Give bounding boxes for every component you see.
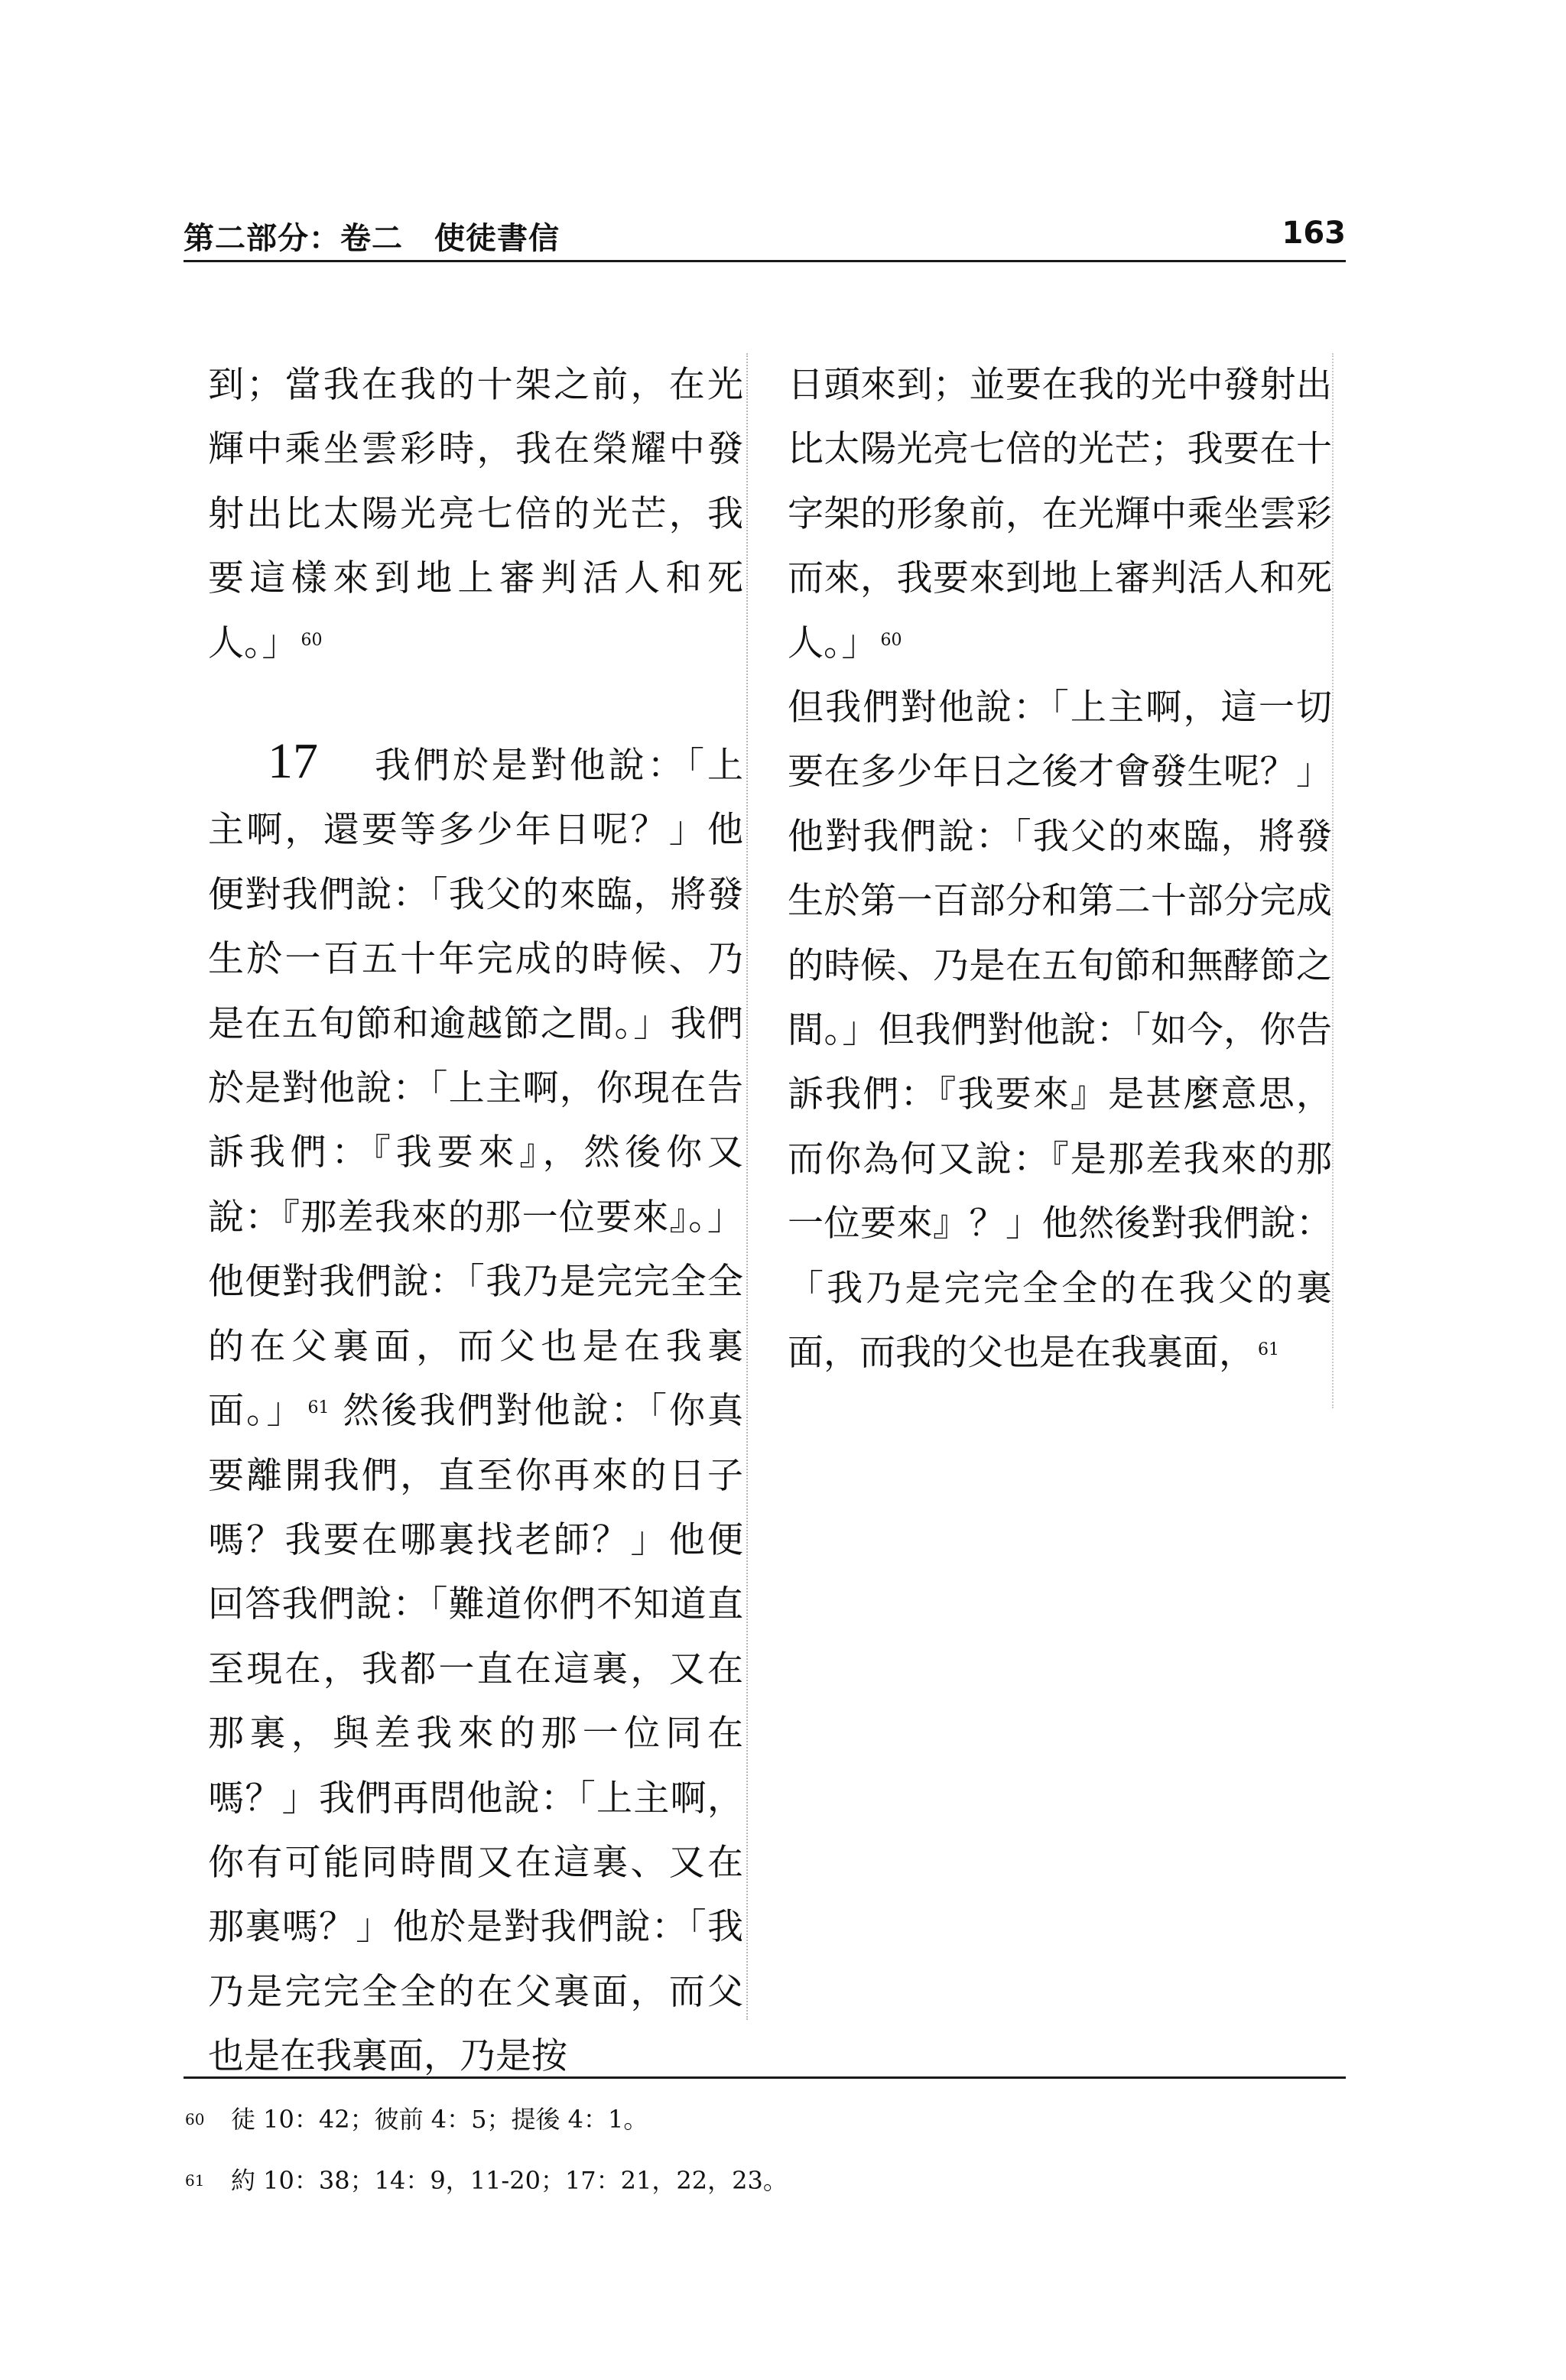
footnote-ref-60-right[interactable]: 60 — [880, 630, 902, 650]
footnote-text: 約 10：38；14：9，11-20；17：21，22，23。 — [231, 2166, 788, 2195]
footnote-61 — [185, 2165, 788, 2196]
left-paragraph-2 — [208, 729, 743, 2089]
right-paragraph-2 — [788, 676, 1332, 1385]
footnote-divider — [184, 2076, 1346, 2079]
verse-number: 17 — [268, 733, 318, 790]
footnote-ref-61-right[interactable]: 61 — [1258, 1340, 1279, 1360]
left-paragraph-1-text: 到；當我在我的十架之前，在光輝中乘坐雲彩時，我在榮耀中發射出比太陽光亮七倍的光芒，我要這樣來到地上審判活人和死人。」 — [208, 364, 743, 664]
running-title: 第二部分：卷二 使徒書信 — [184, 221, 560, 256]
right-paragraph-1-text: 日頭來到；並要在我的光中發射出比太陽光亮七倍的光芒；我要在十字架的形象前，在光輝中乘坐雲彩而來，我要來到地上審判活人和死人。」 — [788, 364, 1332, 664]
footnote-number: 61 — [185, 2171, 205, 2190]
footnote-text: 徒 10：42；彼前 4：5；提後 4：1。 — [231, 2105, 648, 2134]
left-paragraph-2-text-b: 然後我們對他說：「你真要離開我們，直至你再來的日子嗎？我要在哪裏找老師？」他便回答我們說：「難道你們不知道直至現在，我都一直在這裏，又在那裏，與差我來的那一位同在嗎？」我們再問他說：「上主啊，你有可能同時間又在這裏、又在那裏嗎？」他於是對我們說：「我乃是完完全全的在父裏面，而父也是在我裏面，乃是按 — [208, 1390, 743, 2078]
footnote-ref-60-left[interactable]: 60 — [301, 630, 323, 650]
page-header — [184, 211, 1346, 262]
paragraph-gap — [208, 676, 743, 729]
left-column — [208, 353, 748, 2078]
footnote-60 — [185, 2104, 648, 2135]
left-paragraph-1 — [208, 353, 743, 676]
right-paragraph-2-text: 但我們對他說：「上主啊，這一切要在多少年日之後才會發生呢？」他對我們說：「我父的來臨，將發生於第一百部分和第二十部分完成的時候、乃是在五旬節和無酵節之間。」但我們對他說：「如今，你告訴我們：『我要來』是甚麼意思，而你為何又說：『是那差我來的那一位要來』？」他然後對我們說：「我乃是完完全全的在我父的裏面，而我的父也是在我裏面， — [788, 687, 1332, 1375]
left-paragraph-2-text-a: 我們於是對他說：「上主啊，還要等多少年日呢？」他便對我們說：「我父的來臨，將發生於一百五十年完成的時候、乃是在五旬節和逾越節之間。」我們於是對他說：「上主啊，你現在告訴我們：『我要來』，然後你又說：『那差我來的那一位要來』。」他便對我們說：「我乃是完完全全的在父裏面，而父也是在我裏面。」 — [208, 745, 743, 1433]
footnote-ref-61-left[interactable]: 61 — [307, 1398, 330, 1418]
right-paragraph-1 — [788, 353, 1332, 676]
page-number: 163 — [1282, 216, 1346, 251]
footnote-number: 60 — [185, 2110, 205, 2128]
right-column — [788, 353, 1334, 1408]
